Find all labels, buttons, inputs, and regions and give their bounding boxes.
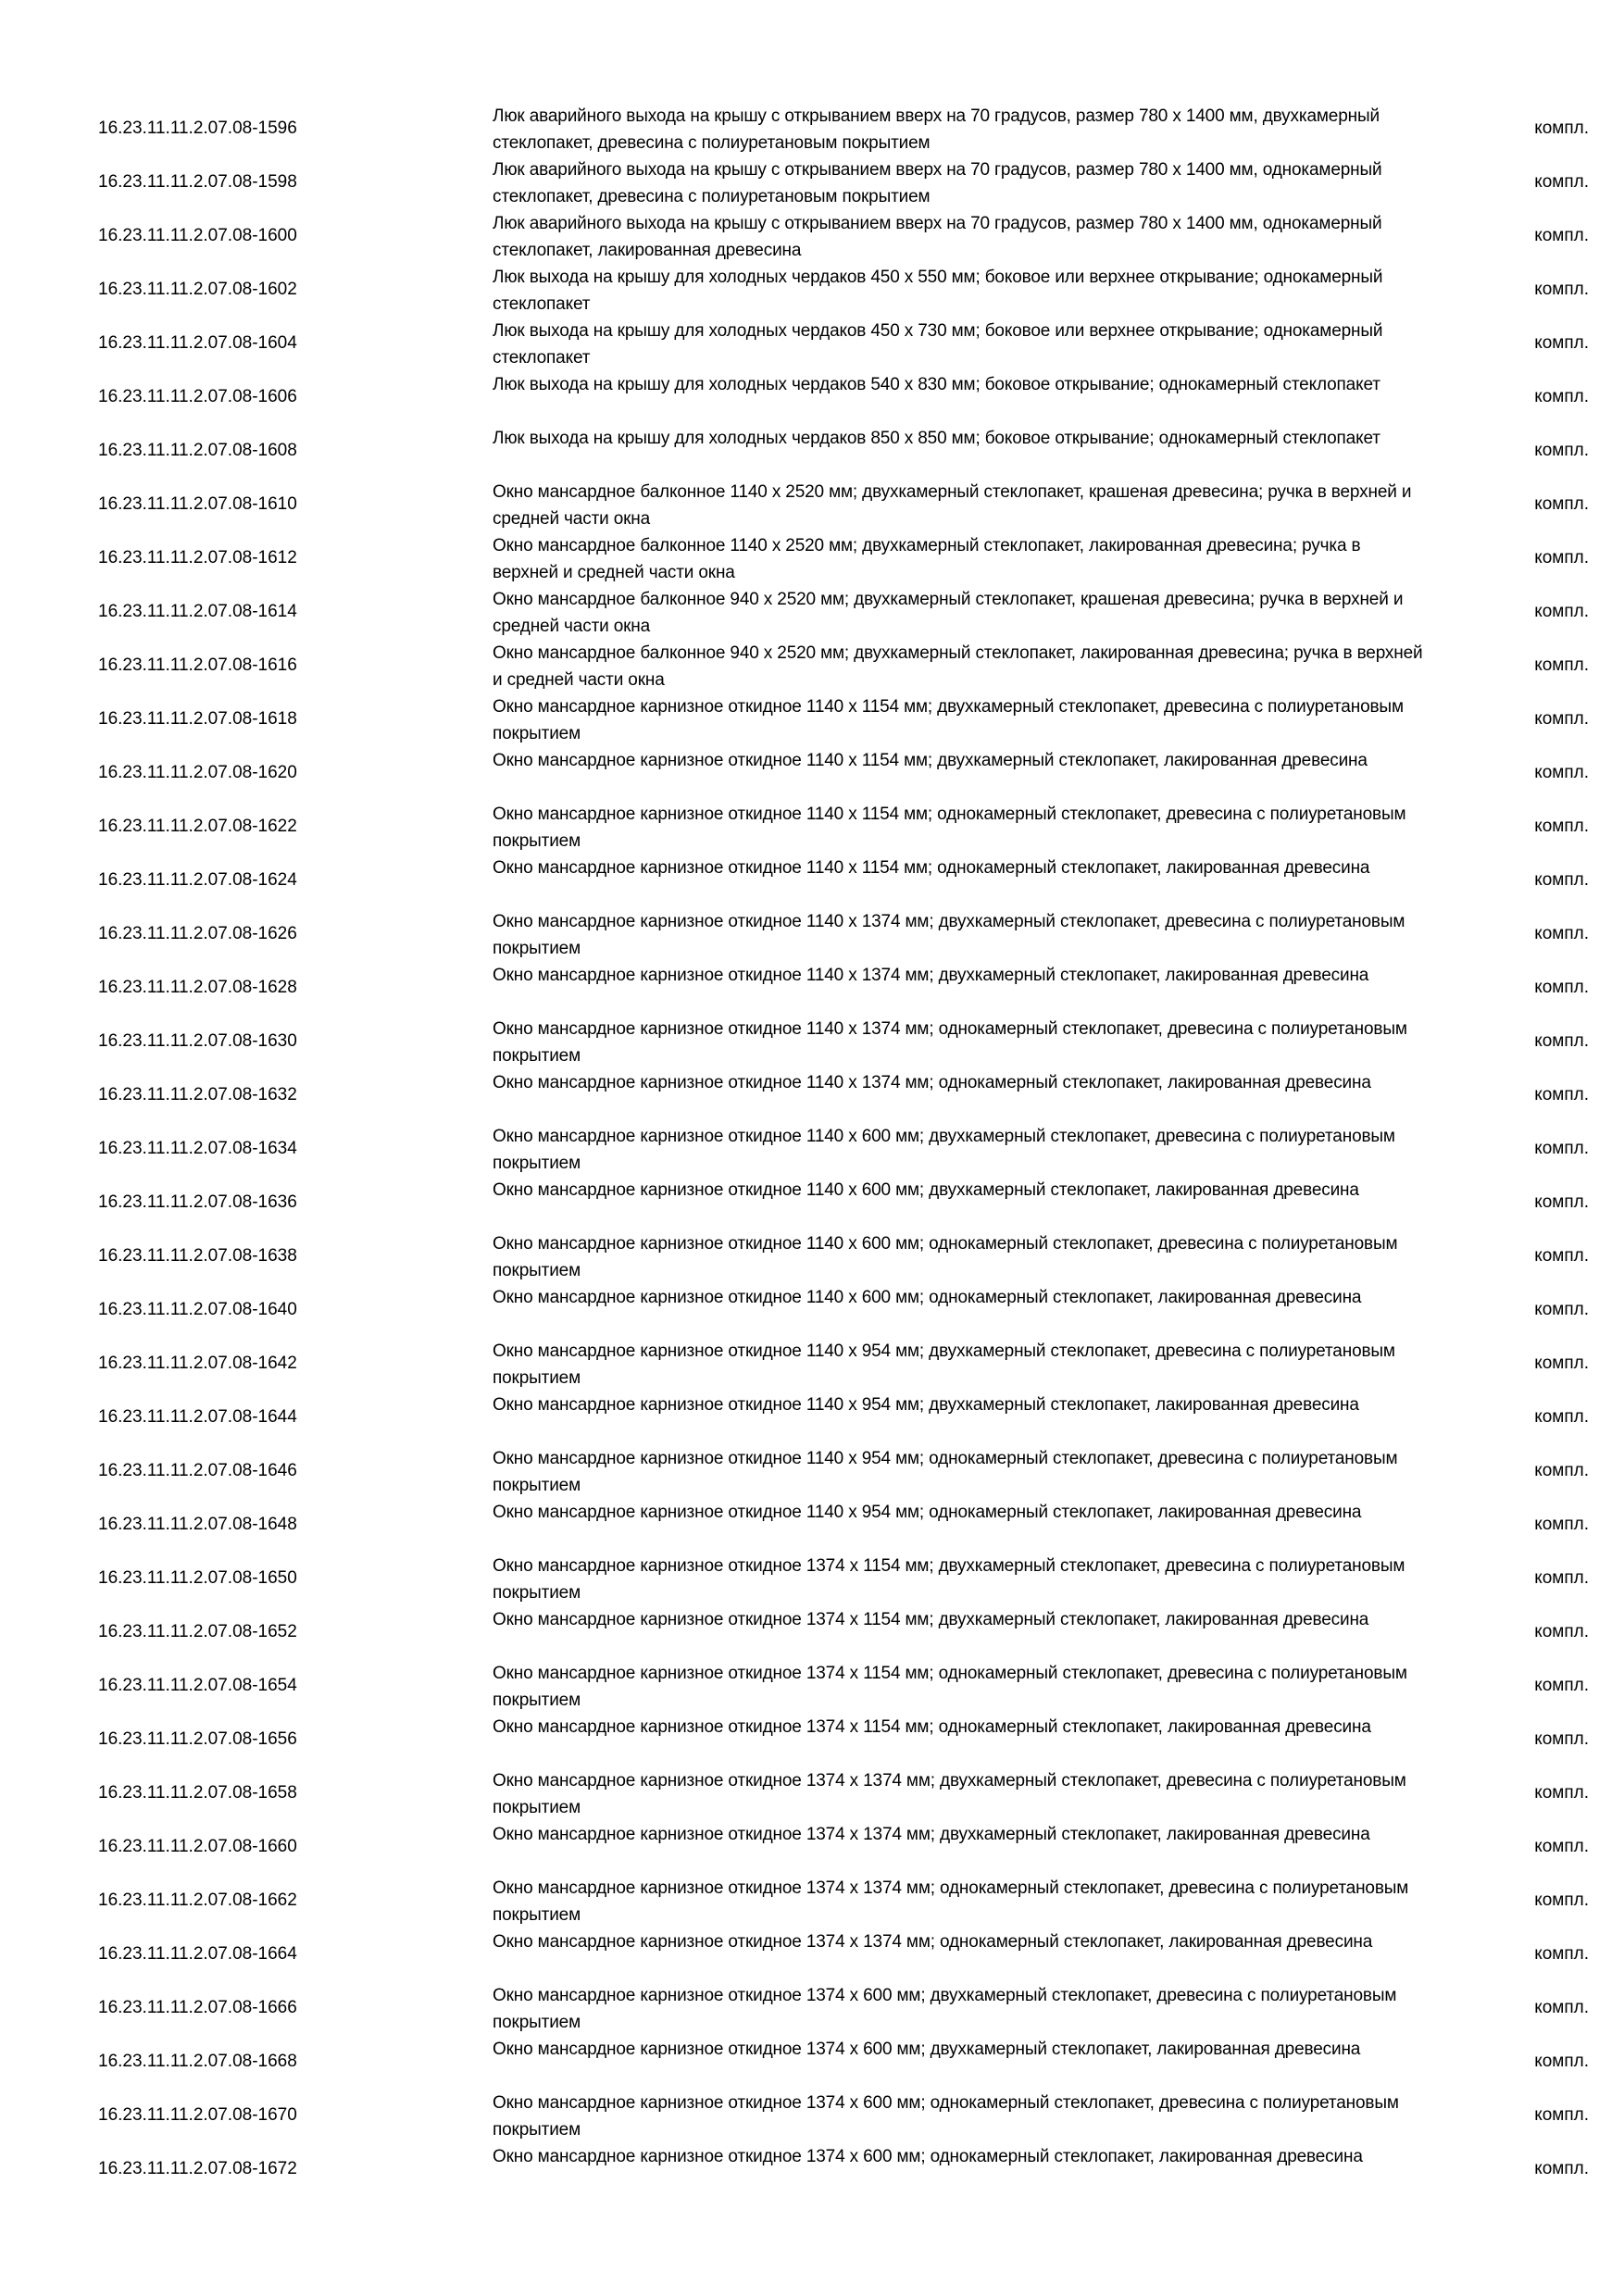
table-row bbox=[98, 531, 1589, 585]
row-unit: компл. bbox=[1534, 709, 1589, 729]
row-code: 16.23.11.11.2.07.08-1658 bbox=[98, 1783, 297, 1803]
row-code: 16.23.11.11.2.07.08-1660 bbox=[98, 1837, 297, 1856]
table-row bbox=[98, 1015, 1589, 1068]
resource-table bbox=[98, 102, 1589, 2196]
table-row bbox=[98, 907, 1589, 961]
row-code: 16.23.11.11.2.07.08-1650 bbox=[98, 1568, 297, 1588]
row-unit: компл. bbox=[1534, 1515, 1589, 1534]
row-description: Окно мансардное карнизное откидное 1140 х 954 мм; однокамерный стеклопакет, древесина с полиуретановым покрытием bbox=[493, 1449, 1398, 1495]
row-code: 16.23.11.11.2.07.08-1596 bbox=[98, 119, 297, 138]
row-code: 16.23.11.11.2.07.08-1606 bbox=[98, 387, 297, 406]
row-code: 16.23.11.11.2.07.08-1634 bbox=[98, 1139, 297, 1158]
row-unit: компл. bbox=[1534, 1192, 1589, 1212]
row-unit: компл. bbox=[1534, 1354, 1589, 1373]
row-code: 16.23.11.11.2.07.08-1610 bbox=[98, 494, 297, 514]
row-code: 16.23.11.11.2.07.08-1626 bbox=[98, 924, 297, 943]
row-code: 16.23.11.11.2.07.08-1614 bbox=[98, 602, 297, 621]
row-description: Окно мансардное карнизное откидное 1374 х 1154 мм; двухкамерный стеклопакет, древесина с полиуретановым покрытием bbox=[493, 1556, 1405, 1603]
table-row bbox=[98, 1229, 1589, 1283]
row-code: 16.23.11.11.2.07.08-1620 bbox=[98, 763, 297, 782]
row-description: Люк аварийного выхода на крышу с открыванием вверх на 70 градусов, размер 780 х 1400 мм, двухкамерный стеклопакет, древесина с полиуретановым покрытием bbox=[493, 106, 1380, 153]
row-description: Окно мансардное карнизное откидное 1374 х 1154 мм; однокамерный стеклопакет, древесина с полиуретановым покрытием bbox=[493, 1664, 1407, 1710]
row-code: 16.23.11.11.2.07.08-1618 bbox=[98, 709, 297, 729]
table-row bbox=[98, 1283, 1589, 1337]
row-unit: компл. bbox=[1534, 763, 1589, 782]
row-unit: компл. bbox=[1534, 280, 1589, 299]
row-description: Окно мансардное балконное 1140 х 2520 мм; двухкамерный стеклопакет, крашеная древесина; ручка в верхней и средней части окна bbox=[493, 482, 1412, 529]
row-unit: компл. bbox=[1534, 119, 1589, 138]
row-description: Окно мансардное карнизное откидное 1140 х 954 мм; двухкамерный стеклопакет, древесина с полиуретановым покрытием bbox=[493, 1341, 1395, 1388]
row-code: 16.23.11.11.2.07.08-1656 bbox=[98, 1729, 297, 1749]
row-code: 16.23.11.11.2.07.08-1632 bbox=[98, 1085, 297, 1104]
row-unit: компл. bbox=[1534, 1837, 1589, 1856]
row-unit: компл. bbox=[1534, 226, 1589, 245]
table-row bbox=[98, 961, 1589, 1015]
row-code: 16.23.11.11.2.07.08-1624 bbox=[98, 870, 297, 890]
row-description: Люк аварийного выхода на крышу с открыванием вверх на 70 градусов, размер 780 х 1400 мм, однокамерный стеклопакет, лакированная древесина bbox=[493, 214, 1382, 260]
row-code: 16.23.11.11.2.07.08-1622 bbox=[98, 817, 297, 836]
row-unit: компл. bbox=[1534, 333, 1589, 353]
row-description: Люк выхода на крышу для холодных чердаков 850 х 850 мм; боковое открывание; однокамерный стеклопакет bbox=[493, 429, 1380, 448]
table-row bbox=[98, 424, 1589, 478]
row-description: Окно мансардное карнизное откидное 1140 х 1374 мм; однокамерный стеклопакет, лакированная древесина bbox=[493, 1073, 1371, 1092]
row-description: Окно мансардное балконное 940 х 2520 мм; двухкамерный стеклопакет, лакированная древесина; ручка в верхней и средней части окна bbox=[493, 643, 1423, 690]
table-row bbox=[98, 1552, 1589, 1605]
table-row bbox=[98, 1176, 1589, 1229]
row-unit: компл. bbox=[1534, 494, 1589, 514]
table-row bbox=[98, 1068, 1589, 1122]
table-row bbox=[98, 156, 1589, 209]
table-row bbox=[98, 370, 1589, 424]
row-unit: компл. bbox=[1534, 2105, 1589, 2125]
table-row bbox=[98, 102, 1589, 156]
table-row bbox=[98, 800, 1589, 854]
row-code: 16.23.11.11.2.07.08-1648 bbox=[98, 1515, 297, 1534]
row-description: Окно мансардное карнизное откидное 1374 х 1374 мм; однокамерный стеклопакет, лакированная древесина bbox=[493, 1932, 1373, 1952]
table-row bbox=[98, 1444, 1589, 1498]
table-row bbox=[98, 209, 1589, 263]
row-code: 16.23.11.11.2.07.08-1670 bbox=[98, 2105, 297, 2125]
row-unit: компл. bbox=[1534, 2052, 1589, 2071]
row-unit: компл. bbox=[1534, 1944, 1589, 1964]
table-row bbox=[98, 2035, 1589, 2089]
row-description: Люк аварийного выхода на крышу с открыванием вверх на 70 градусов, размер 780 х 1400 мм, однокамерный стеклопакет, древесина с полиуретановым покрытием bbox=[493, 160, 1382, 206]
row-description: Окно мансардное карнизное откидное 1140 х 600 мм; двухкамерный стеклопакет, лакированная древесина bbox=[493, 1180, 1359, 1200]
row-unit: компл. bbox=[1534, 1568, 1589, 1588]
row-description: Люк выхода на крышу для холодных чердаков 450 х 550 мм; боковое или верхнее открывание; однокамерный стеклопакет bbox=[493, 268, 1383, 314]
row-description: Окно мансардное карнизное откидное 1140 х 1154 мм; однокамерный стеклопакет, древесина с полиуретановым покрытием bbox=[493, 805, 1406, 851]
row-code: 16.23.11.11.2.07.08-1612 bbox=[98, 548, 297, 568]
row-unit: компл. bbox=[1534, 1139, 1589, 1158]
row-code: 16.23.11.11.2.07.08-1628 bbox=[98, 978, 297, 997]
row-description: Окно мансардное карнизное откидное 1140 х 1154 мм; двухкамерный стеклопакет, древесина с полиуретановым покрытием bbox=[493, 697, 1404, 743]
table-row bbox=[98, 854, 1589, 907]
row-unit: компл. bbox=[1534, 1622, 1589, 1641]
row-unit: компл. bbox=[1534, 1676, 1589, 1695]
row-unit: компл. bbox=[1534, 1031, 1589, 1051]
row-unit: компл. bbox=[1534, 1407, 1589, 1427]
row-unit: компл. bbox=[1534, 2159, 1589, 2178]
table-row bbox=[98, 2142, 1589, 2196]
row-description: Окно мансардное балконное 1140 х 2520 мм; двухкамерный стеклопакет, лакированная древесина; ручка в верхней и средней части окна bbox=[493, 536, 1361, 582]
table-row bbox=[98, 2089, 1589, 2142]
row-code: 16.23.11.11.2.07.08-1604 bbox=[98, 333, 297, 353]
row-unit: компл. bbox=[1534, 1783, 1589, 1803]
table-row bbox=[98, 478, 1589, 531]
row-code: 16.23.11.11.2.07.08-1642 bbox=[98, 1354, 297, 1373]
row-code: 16.23.11.11.2.07.08-1616 bbox=[98, 655, 297, 675]
table-row bbox=[98, 746, 1589, 800]
table-row bbox=[98, 1605, 1589, 1659]
row-unit: компл. bbox=[1534, 602, 1589, 621]
row-description: Окно мансардное карнизное откидное 1140 х 600 мм; однокамерный стеклопакет, древесина с полиуретановым покрытием bbox=[493, 1234, 1398, 1280]
table-row bbox=[98, 1928, 1589, 1981]
row-code: 16.23.11.11.2.07.08-1666 bbox=[98, 1998, 297, 2017]
table-row bbox=[98, 1981, 1589, 2035]
row-code: 16.23.11.11.2.07.08-1662 bbox=[98, 1890, 297, 1910]
row-description: Окно мансардное карнизное откидное 1140 х 1374 мм; двухкамерный стеклопакет, древесина с полиуретановым покрытием bbox=[493, 912, 1405, 958]
row-code: 16.23.11.11.2.07.08-1630 bbox=[98, 1031, 297, 1051]
row-code: 16.23.11.11.2.07.08-1654 bbox=[98, 1676, 297, 1695]
table-row bbox=[98, 1659, 1589, 1713]
row-description: Окно мансардное карнизное откидное 1374 х 600 мм; двухкамерный стеклопакет, лакированная древесина bbox=[493, 2040, 1361, 2059]
row-code: 16.23.11.11.2.07.08-1636 bbox=[98, 1192, 297, 1212]
row-description: Окно мансардное карнизное откидное 1140 х 600 мм; однокамерный стеклопакет, лакированная древесина bbox=[493, 1288, 1362, 1307]
row-description: Окно мансардное карнизное откидное 1374 х 1154 мм; однокамерный стеклопакет, лакированная древесина bbox=[493, 1717, 1371, 1737]
row-description: Окно мансардное карнизное откидное 1140 х 600 мм; двухкамерный стеклопакет, древесина с полиуретановым покрытием bbox=[493, 1127, 1395, 1173]
table-row bbox=[98, 263, 1589, 317]
row-description: Окно мансардное балконное 940 х 2520 мм; двухкамерный стеклопакет, крашеная древесина; ручка в верхней и средней части окна bbox=[493, 590, 1404, 636]
row-description: Окно мансардное карнизное откидное 1374 х 1154 мм; двухкамерный стеклопакет, лакированная древесина bbox=[493, 1610, 1369, 1629]
row-code: 16.23.11.11.2.07.08-1664 bbox=[98, 1944, 297, 1964]
row-unit: компл. bbox=[1534, 870, 1589, 890]
table-row bbox=[98, 1766, 1589, 1820]
row-description: Окно мансардное карнизное откидное 1374 х 1374 мм; двухкамерный стеклопакет, лакированная древесина bbox=[493, 1825, 1370, 1844]
row-unit: компл. bbox=[1534, 1890, 1589, 1910]
row-unit: компл. bbox=[1534, 1085, 1589, 1104]
table-row bbox=[98, 1820, 1589, 1874]
row-description: Окно мансардное карнизное откидное 1140 х 1374 мм; однокамерный стеклопакет, древесина с полиуретановым покрытием bbox=[493, 1019, 1407, 1066]
row-code: 16.23.11.11.2.07.08-1646 bbox=[98, 1461, 297, 1480]
row-unit: компл. bbox=[1534, 1300, 1589, 1319]
table-row bbox=[98, 317, 1589, 370]
table-row bbox=[98, 585, 1589, 639]
row-unit: компл. bbox=[1534, 1729, 1589, 1749]
row-unit: компл. bbox=[1534, 172, 1589, 192]
row-code: 16.23.11.11.2.07.08-1644 bbox=[98, 1407, 297, 1427]
row-code: 16.23.11.11.2.07.08-1668 bbox=[98, 2052, 297, 2071]
row-unit: компл. bbox=[1534, 817, 1589, 836]
row-unit: компл. bbox=[1534, 924, 1589, 943]
row-description: Окно мансардное карнизное откидное 1374 х 1374 мм; двухкамерный стеклопакет, древесина с полиуретановым покрытием bbox=[493, 1771, 1406, 1817]
table-row bbox=[98, 1498, 1589, 1552]
row-code: 16.23.11.11.2.07.08-1600 bbox=[98, 226, 297, 245]
table-row bbox=[98, 639, 1589, 693]
row-description: Окно мансардное карнизное откидное 1374 х 600 мм; однокамерный стеклопакет, древесина с полиуретановым покрытием bbox=[493, 2093, 1399, 2140]
row-code: 16.23.11.11.2.07.08-1652 bbox=[98, 1622, 297, 1641]
row-description: Окно мансардное карнизное откидное 1140 х 954 мм; двухкамерный стеклопакет, лакированная древесина bbox=[493, 1395, 1359, 1415]
row-description: Окно мансардное карнизное откидное 1374 х 600 мм; однокамерный стеклопакет, лакированная древесина bbox=[493, 2147, 1363, 2166]
row-description: Окно мансардное карнизное откидное 1140 х 954 мм; однокамерный стеклопакет, лакированная древесина bbox=[493, 1503, 1362, 1522]
row-unit: компл. bbox=[1534, 1998, 1589, 2017]
row-code: 16.23.11.11.2.07.08-1598 bbox=[98, 172, 297, 192]
row-description: Люк выхода на крышу для холодных чердаков 540 х 830 мм; боковое открывание; однокамерный стеклопакет bbox=[493, 375, 1380, 394]
row-code: 16.23.11.11.2.07.08-1602 bbox=[98, 280, 297, 299]
row-unit: компл. bbox=[1534, 655, 1589, 675]
row-unit: компл. bbox=[1534, 978, 1589, 997]
row-unit: компл. bbox=[1534, 1461, 1589, 1480]
table-row bbox=[98, 1391, 1589, 1444]
table-row bbox=[98, 1713, 1589, 1766]
table-row bbox=[98, 693, 1589, 746]
row-description: Окно мансардное карнизное откидное 1140 х 1374 мм; двухкамерный стеклопакет, лакированная древесина bbox=[493, 966, 1369, 985]
table-row bbox=[98, 1874, 1589, 1928]
row-code: 16.23.11.11.2.07.08-1608 bbox=[98, 441, 297, 460]
row-description: Люк выхода на крышу для холодных чердаков 450 х 730 мм; боковое или верхнее открывание; однокамерный стеклопакет bbox=[493, 321, 1383, 368]
table-row bbox=[98, 1122, 1589, 1176]
row-code: 16.23.11.11.2.07.08-1672 bbox=[98, 2159, 297, 2178]
row-description: Окно мансардное карнизное откидное 1374 х 600 мм; двухкамерный стеклопакет, древесина с полиуретановым покрытием bbox=[493, 1986, 1397, 2032]
row-code: 16.23.11.11.2.07.08-1638 bbox=[98, 1246, 297, 1266]
row-unit: компл. bbox=[1534, 387, 1589, 406]
row-description: Окно мансардное карнизное откидное 1374 х 1374 мм; однокамерный стеклопакет, древесина с полиуретановым покрытием bbox=[493, 1878, 1409, 1925]
row-unit: компл. bbox=[1534, 441, 1589, 460]
row-unit: компл. bbox=[1534, 1246, 1589, 1266]
table-row bbox=[98, 1337, 1589, 1391]
row-code: 16.23.11.11.2.07.08-1640 bbox=[98, 1300, 297, 1319]
row-unit: компл. bbox=[1534, 548, 1589, 568]
row-description: Окно мансардное карнизное откидное 1140 х 1154 мм; двухкамерный стеклопакет, лакированная древесина bbox=[493, 751, 1368, 770]
row-description: Окно мансардное карнизное откидное 1140 х 1154 мм; однокамерный стеклопакет, лакированная древесина bbox=[493, 858, 1370, 878]
